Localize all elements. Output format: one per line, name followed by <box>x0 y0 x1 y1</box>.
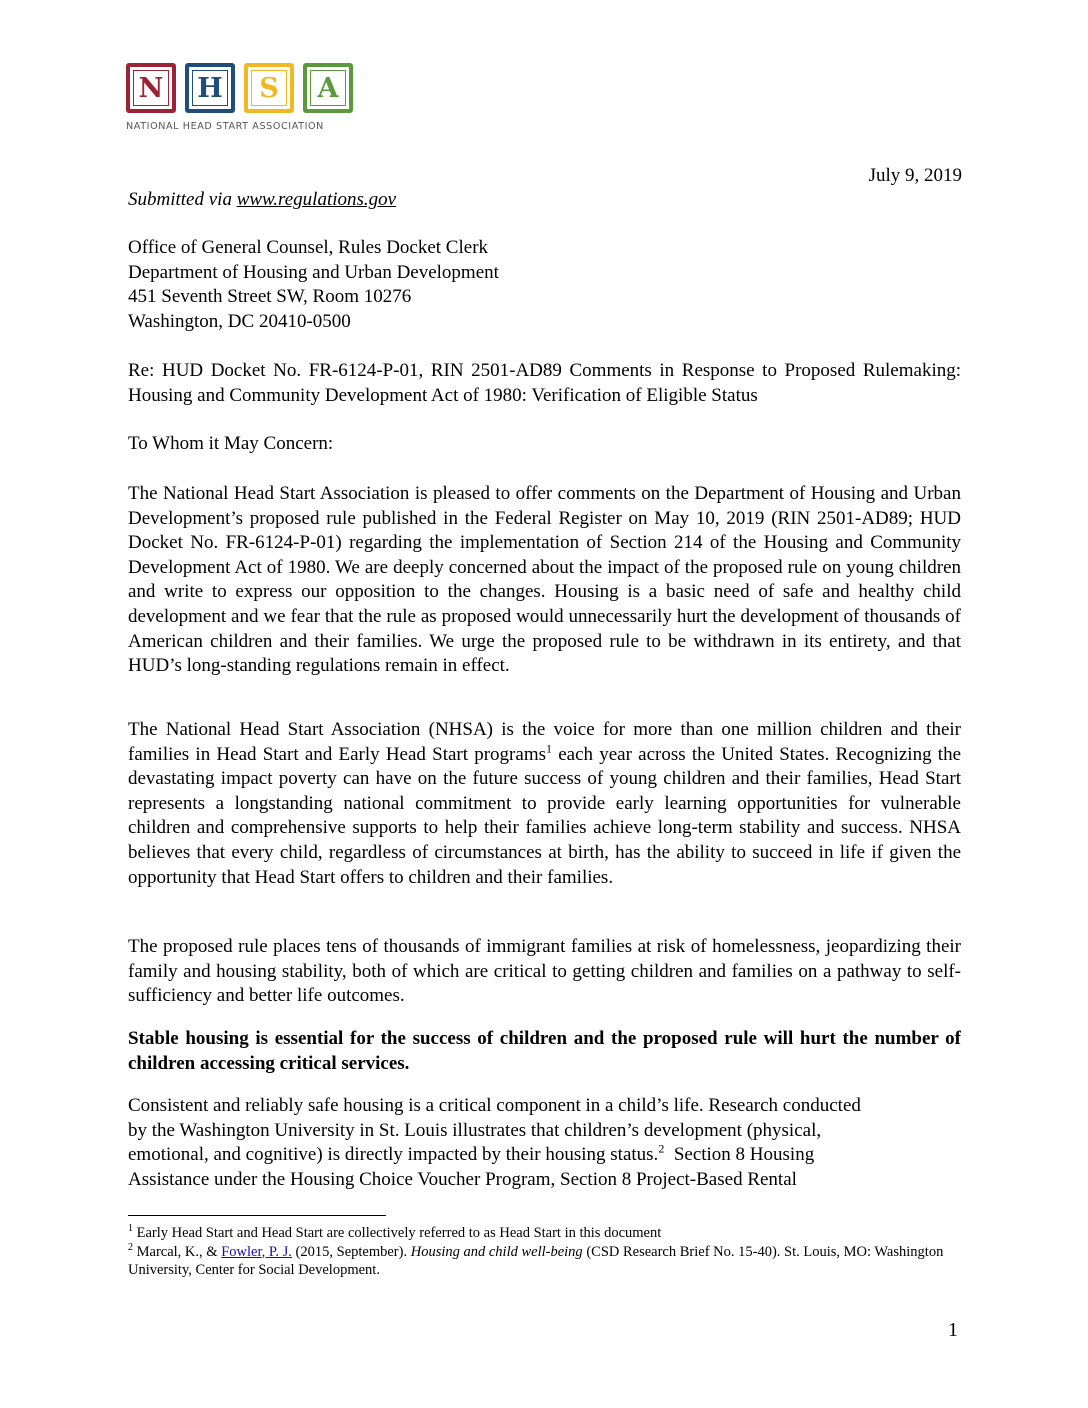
address-line: Office of General Counsel, Rules Docket Clerk <box>128 237 489 258</box>
footnote-1 <box>128 1224 968 1243</box>
submitted-via <box>128 188 396 213</box>
nhsa-logo <box>126 63 376 132</box>
page-number: 1 <box>948 1319 958 1341</box>
logo-block-n <box>126 63 176 113</box>
logo-block-a <box>303 63 353 113</box>
subject-line: Re: HUD Docket No. FR-6124-P-01, RIN 2501-AD89 Comments in Response to Proposed Rulemaking: Housing and Community Development Act of 1980: Verification of Eligible Status <box>128 360 961 406</box>
letter-date: July 9, 2019 <box>868 165 962 186</box>
logo-tagline: NATIONAL HEAD START ASSOCIATION <box>126 121 324 132</box>
body-paragraph: The National Head Start Association is pleased to offer comments on the Department of Housing and Urban Development’s proposed rule published in the Federal Register on May 10, 2019 (RIN 2501-AD89; HUD Docket No. FR-6124-P-01) regarding the implementation of Section 214 of the Housing and Community Development Act of 1980. We are deeply concerned about the impact of the proposed rule on young children and write to express our opposition to the changes. Housing is a basic need of safe and healthy child development and we fear that the rule as proposed would unnecessarily hurt the development of thousands of American children and their families. We urge the proposed rule to be withdrawn in its entirety, and that HUD’s long-standing regulations remain in effect. <box>128 483 961 677</box>
footnote-number: 1 <box>128 1223 133 1235</box>
footnote-text: (2015, September). <box>291 1243 411 1260</box>
body-paragraph <box>128 1094 961 1192</box>
logo-block-h <box>185 63 235 113</box>
footnotes <box>128 1224 968 1280</box>
footnote-text: (CSD Research Brief No. 15-40). St. Louis, MO: Washington University, Center for Social Development. <box>128 1243 944 1278</box>
recipient-address <box>128 236 499 334</box>
paragraph-line <box>128 1143 961 1168</box>
footnote-text: Marcal, K., & <box>133 1243 222 1260</box>
paragraph-line: by the Washington University in St. Louis illustrates that children’s development (physical, <box>128 1119 822 1141</box>
salutation: To Whom it May Concern: <box>128 433 334 454</box>
footnote-text: Early Head Start and Head Start are collectively referred to as Head Start in this document <box>133 1225 662 1241</box>
paragraph-text: Section 8 Housing <box>664 1144 815 1166</box>
logo-letter-h: H <box>197 72 223 104</box>
section-heading: Stable housing is essential for the success of children and the proposed rule will hurt the number of children accessing critical services. <box>128 1028 961 1074</box>
body-paragraph <box>128 718 961 890</box>
footnote-title: Housing and child well-being <box>410 1243 583 1260</box>
paragraph-line: Assistance under the Housing Choice Voucher Program, Section 8 Project-Based Rental <box>128 1168 797 1190</box>
logo-letter-blocks <box>126 63 376 113</box>
address-line: Washington, DC 20410-0500 <box>128 310 351 332</box>
author-link[interactable]: Fowler, P. J. <box>221 1243 292 1260</box>
footnote-separator <box>128 1215 386 1216</box>
regulations-link[interactable]: www.regulations.gov <box>236 189 397 210</box>
logo-letter-a: A <box>317 72 339 104</box>
footnote-ref[interactable]: 1 <box>546 741 552 756</box>
submitted-prefix: Submitted via <box>128 189 237 210</box>
address-line: 451 Seventh Street SW, Room 10276 <box>128 286 412 308</box>
footnote-number: 2 <box>128 1241 133 1253</box>
body-paragraph: The proposed rule places tens of thousands of immigrant families at risk of homelessness, jeopardizing their family and housing stability, both of which are critical to getting children and families on a pathway to self-sufficiency and better life outcomes. <box>128 936 961 1007</box>
paragraph-text: emotional, and cognitive) is directly impacted by their housing status. <box>128 1144 659 1166</box>
footnote-ref[interactable]: 2 <box>658 1141 665 1156</box>
paragraph-line: Consistent and reliably safe housing is a critical component in a child’s life. Research conducted <box>128 1095 861 1116</box>
logo-block-s <box>244 63 294 113</box>
paragraph-text: The National Head Start Association (NHSA) is the voice for more than one million children and their families in Head Start and Early Head Start programs <box>128 719 961 765</box>
paragraph-text: each year across the United States. Recognizing the devastating impact poverty can have on the future success of young children and their families, Head Start represents a longstanding national commitment to provide early learning opportunities for vulnerable children and comprehensive supports to help their families achieve long-term stability and success. NHSA believes that every child, regardless of circumstances at birth, has the ability to succeed in life if given the opportunity that Head Start offers to children and their families. <box>128 743 962 888</box>
logo-letter-s: S <box>259 72 279 104</box>
address-line: Department of Housing and Urban Development <box>128 261 499 283</box>
logo-letter-n: N <box>138 72 164 104</box>
footnote-2 <box>128 1243 968 1280</box>
